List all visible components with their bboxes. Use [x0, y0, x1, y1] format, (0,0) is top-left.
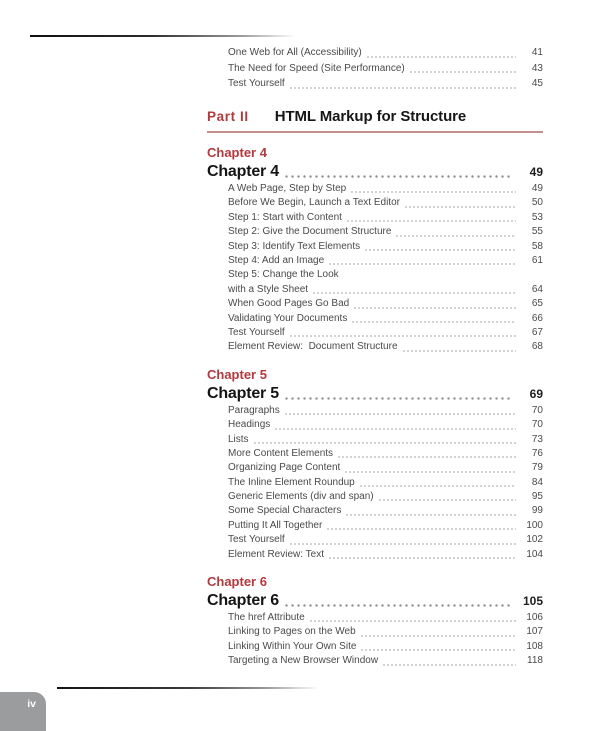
- dot-leader: [285, 397, 513, 400]
- chapters-list: [207, 145, 543, 669]
- toc-entry: [207, 383, 543, 404]
- toc-entry-label: Test Yourself: [228, 534, 285, 546]
- toc-entry: [228, 340, 543, 354]
- toc-entry-label: with a Style Sheet: [228, 283, 309, 295]
- dot-leader: [352, 321, 516, 323]
- dot-leader: [361, 635, 516, 637]
- toc-entry-label: Linking Within Your Own Site: [228, 640, 357, 652]
- toc-entry-page: 49: [529, 165, 543, 180]
- dot-leader: [329, 557, 516, 559]
- toc-entry-label: Headings: [228, 419, 271, 431]
- toc-entry-page: 61: [531, 255, 543, 267]
- toc-entry-label: One Web for All (Accessibility): [228, 47, 362, 58]
- toc-entry: [228, 548, 543, 562]
- dot-leader: [285, 604, 513, 607]
- toc-entry: [228, 268, 543, 282]
- dot-leader: [367, 56, 516, 58]
- toc-entry-page: 49: [531, 183, 543, 195]
- dot-leader: [329, 263, 516, 265]
- toc-entry-label: Generic Elements (div and span): [228, 491, 374, 503]
- toc-entry-page: 102: [526, 534, 543, 546]
- dot-leader: [351, 191, 516, 193]
- toc-entry-label: Paragraphs: [228, 404, 280, 416]
- toc-entry: [228, 297, 543, 311]
- toc-entry-page: 73: [531, 433, 543, 445]
- part-title: HTML Markup for Structure: [274, 108, 467, 126]
- toc-entry: [228, 625, 543, 639]
- toc-entry: [207, 590, 543, 611]
- toc-entry: [228, 283, 543, 297]
- toc-entry-label: Step 2: Give the Document Structure: [228, 226, 392, 238]
- toc-entry-label: Step 1: Start with Content: [228, 211, 342, 223]
- toc-entry-page: 43: [531, 62, 543, 74]
- chapter-block: [207, 145, 543, 355]
- toc-entry-label: The Inline Element Roundup: [228, 476, 355, 488]
- toc-entry-label: Before We Begin, Launch a Text Editor: [228, 197, 400, 209]
- toc-entry-page: 58: [531, 240, 543, 252]
- toc-entry-page: 106: [526, 612, 543, 624]
- chapter-entries: [207, 404, 543, 562]
- chapter-label: Chapter 6: [207, 574, 267, 590]
- toc-entry-label: When Good Pages Go Bad: [228, 298, 350, 310]
- toc-entry-page: 68: [531, 341, 543, 353]
- toc-entry-page: 66: [531, 312, 543, 324]
- toc-entry: [228, 240, 543, 254]
- toc-entry-page: 70: [531, 404, 543, 416]
- dot-leader: [327, 528, 516, 530]
- toc-continued-entries: [207, 45, 543, 92]
- toc-entry-page: 65: [531, 298, 543, 310]
- toc-entry: [228, 447, 543, 461]
- toc-entry: [228, 326, 543, 340]
- toc-entry: [228, 211, 543, 225]
- toc-entry: [228, 196, 543, 210]
- chapter-block: [207, 367, 543, 562]
- dot-leader: [403, 350, 516, 352]
- dot-leader: [290, 335, 516, 337]
- toc-entry-page: 108: [526, 640, 543, 652]
- toc-entry-label: Step 3: Identify Text Elements: [228, 240, 361, 252]
- chapter-label: Chapter 4: [207, 145, 267, 161]
- toc-entry-page: 84: [531, 476, 543, 488]
- dot-leader: [396, 235, 516, 237]
- toc-entry-page: 118: [527, 655, 543, 667]
- toc-entry: [228, 611, 543, 625]
- toc-entry-label: Putting It All Together: [228, 519, 323, 531]
- toc-entry-label: Element Review: Text: [228, 548, 324, 560]
- toc-entry: [228, 433, 543, 447]
- dot-leader: [361, 649, 516, 651]
- toc-entry-label: A Web Page, Step by Step: [228, 183, 347, 195]
- toc-entry-label: More Content Elements: [228, 447, 334, 459]
- dot-leader: [379, 499, 516, 501]
- chapter-entries: [207, 611, 543, 669]
- dot-leader: [354, 307, 516, 309]
- toc-entry-label: Lists: [228, 433, 249, 445]
- part-label: Part II: [207, 109, 249, 125]
- toc-entry-label: Some Special Characters: [228, 505, 342, 517]
- toc-entry: [228, 225, 543, 239]
- toc-entry: [228, 461, 543, 475]
- toc-entry-label: Chapter 5: [207, 384, 279, 402]
- toc-entry: [228, 61, 543, 77]
- dot-leader: [285, 413, 516, 415]
- dot-leader: [410, 71, 516, 73]
- toc-entry-label: Chapter 4: [207, 163, 279, 181]
- dot-leader: [290, 543, 516, 545]
- toc-entry-label: Targeting a New Browser Window: [228, 655, 379, 667]
- toc-entry-page: 107: [526, 626, 543, 638]
- dot-leader: [360, 485, 516, 487]
- toc-entry-page: 53: [531, 211, 543, 223]
- dot-leader: [254, 442, 516, 444]
- page-number-label: iv: [27, 698, 36, 710]
- toc-entry-label: Step 5: Change the Look: [228, 269, 339, 281]
- footer-rule: [57, 687, 319, 689]
- part-heading: [207, 108, 543, 133]
- toc-entry: [228, 640, 543, 654]
- dot-leader: [365, 249, 516, 251]
- toc-entry-label: Test Yourself: [228, 78, 285, 90]
- toc-entry: [228, 418, 543, 432]
- toc-entry-page: 64: [531, 283, 543, 295]
- toc-entry-page: 95: [531, 491, 543, 503]
- toc-entry-page: 67: [531, 326, 543, 338]
- toc-entry-label: Organizing Page Content: [228, 462, 341, 474]
- toc-entry: [228, 533, 543, 547]
- dot-leader: [405, 206, 516, 208]
- toc-entry-label: Test Yourself: [228, 326, 285, 338]
- toc-entry-label: Linking to Pages on the Web: [228, 626, 356, 638]
- dot-leader: [310, 620, 516, 622]
- dot-leader: [345, 471, 516, 473]
- toc-entry: [228, 519, 543, 533]
- dot-leader: [290, 87, 516, 89]
- dot-leader: [338, 456, 516, 458]
- toc-entry-page: 99: [531, 505, 543, 517]
- chapter-block: [207, 574, 543, 669]
- toc-entry-page: 76: [531, 447, 543, 459]
- dot-leader: [383, 664, 516, 666]
- toc-entry-page: 79: [531, 462, 543, 474]
- toc-entry: [228, 490, 543, 504]
- toc-entry: [228, 654, 543, 668]
- toc-entry: [228, 254, 543, 268]
- toc-entry: [207, 161, 543, 182]
- toc-entry-page: 69: [529, 386, 543, 401]
- toc-entry-label: Element Review: Document Structure: [228, 341, 398, 353]
- dot-leader: [285, 175, 513, 178]
- toc-entry-page: 50: [531, 197, 543, 209]
- toc-entry: [228, 312, 543, 326]
- toc-entry: [228, 76, 543, 92]
- chapter-entries: [207, 182, 543, 355]
- toc-entry-page: 45: [531, 78, 543, 90]
- toc-entry-label: Validating Your Documents: [228, 312, 348, 324]
- toc-entry: [228, 404, 543, 418]
- dot-leader: [346, 514, 516, 516]
- toc-entry-page: 70: [531, 419, 543, 431]
- toc-entry: [228, 504, 543, 518]
- toc-entry-label: The href Attribute: [228, 612, 305, 624]
- toc-entry: [228, 182, 543, 196]
- toc-entry-label: Step 4: Add an Image: [228, 255, 325, 267]
- table-of-contents: [207, 45, 543, 669]
- top-rule: [30, 35, 296, 37]
- toc-entry-label: Chapter 6: [207, 592, 279, 610]
- dot-leader: [347, 220, 516, 222]
- toc-entry-page: 41: [531, 47, 543, 58]
- toc-entry-page: 105: [522, 594, 543, 609]
- dot-leader: [313, 292, 516, 294]
- dot-leader: [275, 428, 516, 430]
- toc-entry-page: 100: [526, 519, 543, 531]
- toc-entry-label: The Need for Speed (Site Performance): [228, 62, 405, 74]
- toc-entry: [228, 476, 543, 490]
- chapter-label: Chapter 5: [207, 366, 267, 382]
- page-number-tab: [0, 692, 46, 731]
- toc-entry: [228, 45, 543, 61]
- toc-entry-page: 55: [531, 226, 543, 238]
- toc-entry-page: 104: [526, 548, 543, 560]
